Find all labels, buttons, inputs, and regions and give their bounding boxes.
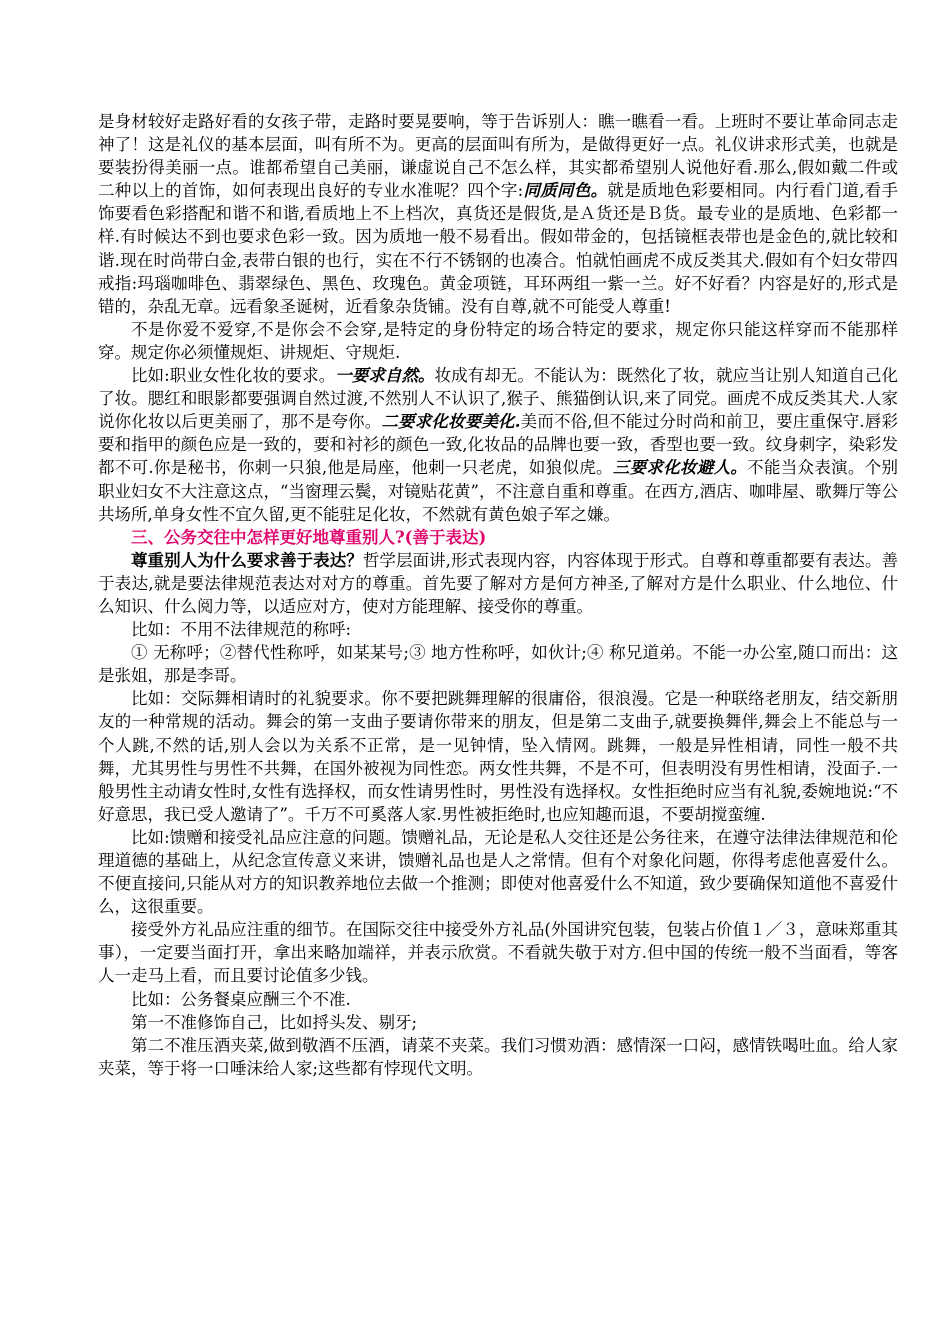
document-page [98,110,898,1080]
paragraph [98,110,898,318]
paragraph-text: 是身材较好走路好看的女孩子带，走路时要晃要响，等于告诉别人：瞧一瞧看一看。上班时不要让革命同志走神了！这是礼仪的基本层面，叫有所不为。更高的层面叫有所为，是做得更好一点。礼仪讲求形式美，也就是要装扮得美丽一点。谁都希望自己美丽，谦虚说自己不怎么样，其实都希望别人说他好看.那么,假如戴二件或二种以上的首饰，如何表现出良好的专业水准呢？四个字: [98,112,898,201]
paragraph-text: 比如：不用不法律规范的称呼: [131,620,352,640]
paragraph [98,687,898,826]
section-heading: 三、公务交往中怎样更好地尊重别人?(善于表达) [131,527,487,547]
body-text-block-2 [98,549,898,1080]
paragraph [98,364,898,526]
paragraph-text: 妆成有却无。不能认为：既然化了妆，就应当让别人知道自己化了妆。腮红和眼影都要强调自然过渡,不然别人不认识了,猴子、熊猫倒认识,来了同党。画虎不成反类其犬.人家说你化妆以后更美丽了，那不是夸你。 [98,366,899,432]
paragraph-text: 比如:职业女性化妆的要求。 [131,366,336,386]
paragraph [98,641,898,687]
emphasis-text: 尊重别人为什么要求善于表达？ [131,550,363,570]
paragraph-text: 就是质地色彩要相同。内行看门道,看手饰要看色彩搭配和谐不和谐,看质地上不上档次，真货还是假货,是Ａ货还是Ｂ货。最专业的是质地、色彩都一样.有时候达不到也要求色彩一致。因为质地一般不易看出。假如带金的，包括镜框表带也是金色的,就比较和谐.现在时尚带白金,表带白银的也行，实在不行不锈钢的也凑合。怕就怕画虎不成反类其犬.假如有个妇女带四戒指:玛瑙咖啡色、翡翠绿色、黑色、玫瑰色。黄金项链，耳环两组一紫一兰。好不好看？内容是好的,形式是错的，杂乱无章。远看象圣诞树，近看象杂货铺。没有自尊,就不可能受人尊重! [98,181,899,316]
paragraph [98,1034,898,1080]
paragraph-text: 第二不准压酒夹菜,做到敬酒不压酒，请菜不夹菜。我们习惯劝酒：感情深一口闷，感情铁喝吐血。给人家夹菜，等于将一口唾沫给人家;这些都有悖现代文明。 [98,1035,898,1078]
paragraph-text: 比如:馈赠和接受礼品应注意的问题。馈赠礼品，无论是私人交往还是公务往来，在遵守法律法律规范和伦理道德的基础上，从纪念宣传意义来讲，馈赠礼品也是人之常情。但有个对象化问题，你得考虑他喜爱什么。不便直接问,只能从对方的知识教养地位去做一个推测；即使对他喜爱什么不知道，致少要确保知道他不喜爱什么，这很重要。 [98,827,898,917]
emphasis-text: 一要求自然。 [335,366,435,386]
paragraph [98,826,898,918]
paragraph-text: 比如：公务餐桌应酬三个不准. [131,989,351,1009]
paragraph-text: 接受外方礼品应注重的细节。在国际交往中接受外方礼品(外国讲究包装，包装占价值１／３，意味郑重其事），一定要当面打开，拿出来略加端祥，并表示欣赏。不看就失敬于对方.但中国的传统一般不当面看，等客人一走马上看，而且要讨论值多少钱。 [98,920,898,986]
emphasis-text: 三要求化妆避人。 [612,458,748,478]
emphasis-text: 二要求化妆要美化. [381,412,521,432]
paragraph-text: 哲学层面讲,形式表现内容，内容体现于形式。自尊和尊重都要有表达。善于表达,就是要法律规范表达对对方的尊重。首先要了解对方是何方神圣,了解对方是什么职业、什么地位、什么知识、什么阅力等，以适应对方，使对方能理解、接受你的尊重。 [98,550,899,616]
body-text-block-1 [98,110,898,526]
paragraph-text: 第一不准修饰自己，比如捋头发、剔牙; [131,1012,418,1032]
paragraph-text: 比如：交际舞相请时的礼貌要求。你不要把跳舞理解的很庸俗，很浪漫。它是一种联络老朋友，结交新朋友的一种常规的活动。舞会的第一支曲子要请你带来的朋友，但是第二支曲子,就要换舞伴,舞会上不能总与一个人跳,不然的话,别人会以为关系不正常，是一见钟情，坠入情网。跳舞，一般是异性相请，同性一般不共舞，尤其男性与男性不共舞，在国外被视为同性恋。两女性共舞，不是不可，但表明没有男性相请，没面子.一般男性主动请女性时,女性有选择权，而女性请男性时，男性没有选择权。女性拒绝时应当有礼貌,委婉地说:“不好意思，我已受人邀请了”。千万不可奚落人家.男性被拒绝时,也应知趣而退，不要胡搅蛮缠. [98,689,898,824]
paragraph-text: ① 无称呼；②替代性称呼，如某某号;③ 地方性称呼，如伙计;④ 称兄道弟。不能一办公室,随口而出：这是张姐，那是李哥。 [98,643,898,686]
paragraph [98,618,898,641]
emphasis-text: 同质同色。 [523,181,608,201]
paragraph-text: 不能当众表演。个别职业妇女不大注意这点，“当窗理云鬓，对镜贴花黄”，不注意自重和尊重。在西方,酒店、咖啡屋、歌舞厅等公共场所,单身女性不宜久留,更不能驻足化妆，不然就有黄色娘子军之嫌。 [98,458,899,524]
paragraph-text: 美而不俗,但不能过分时尚和前卫，要庄重保守.唇彩要和指甲的颜色应是一致的，要和衬衫的颜色一致,化妆品的品牌也要一致，香型也要一致。纹身刺字，染彩发都不可.你是秘书，你刺一只狼,他是局座，他刺一只老虎，如狼似虎。 [98,412,898,478]
paragraph [98,988,898,1011]
paragraph-text: 不是你爱不爱穿,不是你会不会穿,是特定的身份特定的场合特定的要求，规定你只能这样穿而不能那样穿。规定你必须懂规炬、讲规炬、守规炬. [98,319,898,362]
paragraph [98,318,898,364]
paragraph [98,1011,898,1034]
paragraph [98,918,898,987]
paragraph [98,549,898,618]
